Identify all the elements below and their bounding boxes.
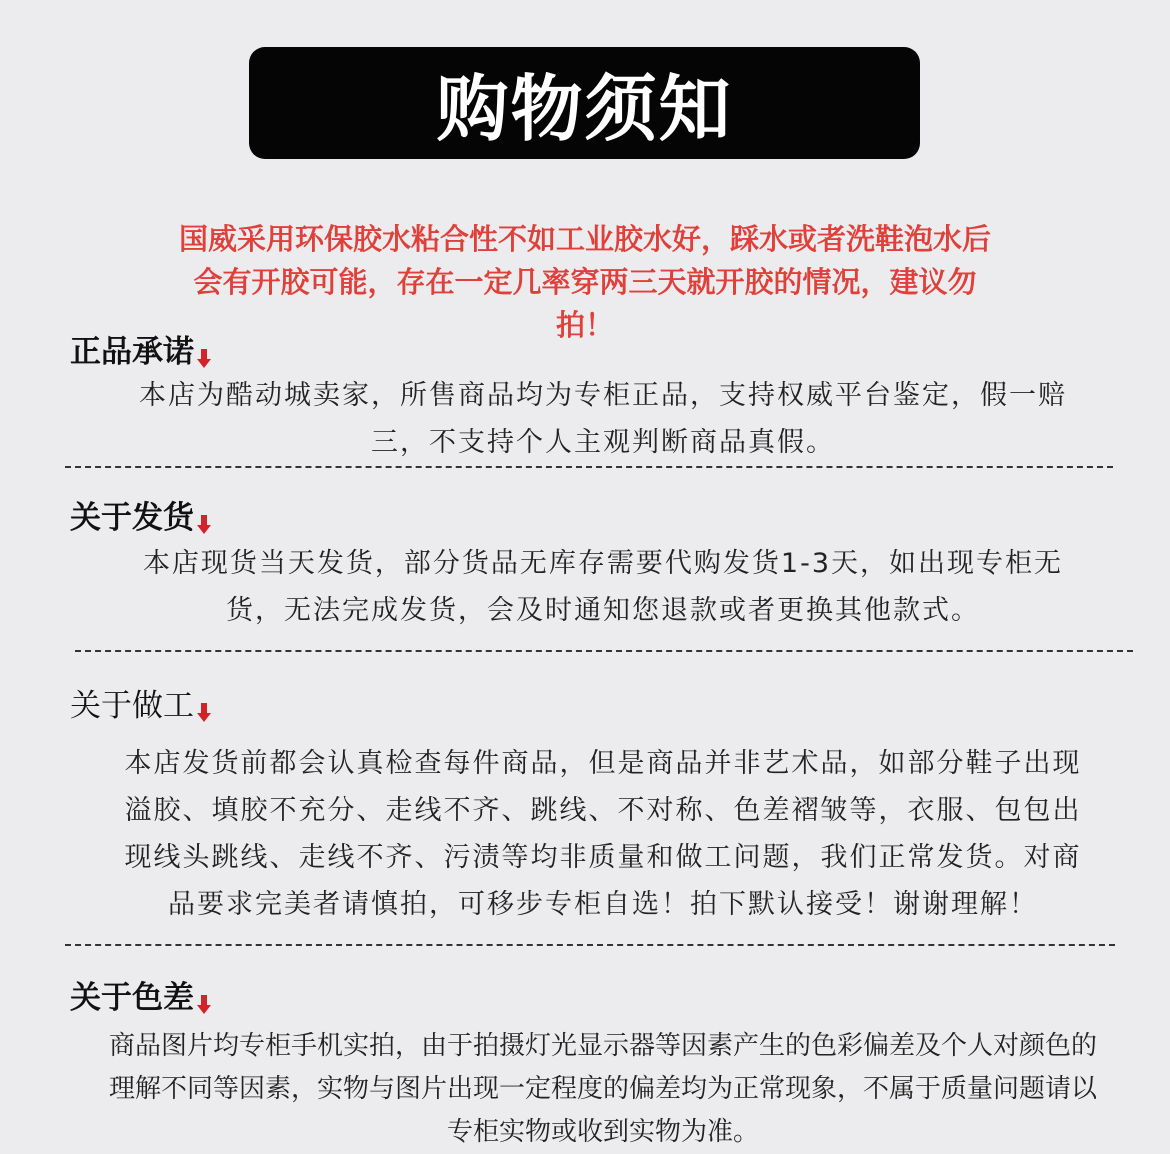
section-title-text: 关于做工 — [70, 688, 194, 724]
section-line: 商品图片均专柜手机实拍，由于拍摄灯光显示器等因素产生的色彩偏差及个人对颜色的 — [108, 1031, 1097, 1061]
warning-notice — [150, 218, 1020, 347]
section-body-color-difference — [70, 1025, 1136, 1154]
down-arrow-icon — [196, 701, 212, 723]
section-line: 本店现货当天发货，部分货品无库存需要代购发货1-3天，如出现专柜无 — [142, 548, 1064, 579]
section-line: 品要求完美者请慎拍，可移步专柜自选！拍下默认接受！谢谢理解！ — [168, 889, 1038, 920]
section-line: 本店为酷动城卖家，所售商品均为专柜正品，支持权威平台鉴定，假一赔 — [139, 380, 1067, 411]
dashed-divider — [65, 466, 1113, 468]
section-line: 本店发货前都会认真检查每件商品，但是商品并非艺术品，如部分鞋子出现 — [124, 748, 1082, 779]
section-title-shipping — [70, 492, 212, 537]
page-title: 购物须知 — [436, 67, 733, 151]
section-line: 理解不同等因素，实物与图片出现一定程度的偏差均为正常现象，不属于质量问题请以 — [108, 1074, 1097, 1104]
down-arrow-icon — [196, 347, 212, 369]
section-body-workmanship — [70, 740, 1136, 928]
down-arrow-icon — [196, 993, 212, 1015]
section-title-text: 关于发货 — [70, 500, 194, 536]
section-line: 现线头跳线、走线不齐、污渍等均非质量和做工问题，我们正常发货。对商 — [124, 842, 1082, 873]
warning-line: 会有开胶可能，存在一定几率穿两三天就开胶的情况，建议勿 — [193, 265, 977, 299]
title-banner — [249, 47, 920, 159]
section-line: 专柜实物或收到实物为准。 — [446, 1117, 759, 1147]
section-title-authentic — [70, 326, 212, 371]
warning-line: 国威采用环保胶水粘合性不如工业胶水好，踩水或者洗鞋泡水后 — [178, 222, 991, 256]
section-body-authentic — [70, 372, 1136, 466]
warning-line: 拍！ — [555, 308, 614, 342]
section-title-workmanship — [70, 680, 212, 725]
section-title-text: 正品承诺 — [70, 334, 194, 370]
down-arrow-icon — [196, 513, 212, 535]
section-line: 溢胶、填胶不充分、走线不齐、跳线、不对称、色差褶皱等，衣服、包包出 — [124, 795, 1082, 826]
dashed-divider — [75, 650, 1133, 652]
section-body-shipping — [70, 540, 1136, 634]
section-line: 货，无法完成发货，会及时通知您退款或者更换其他款式。 — [226, 595, 980, 626]
section-title-color-difference — [70, 972, 212, 1017]
section-line: 三，不支持个人主观判断商品真假。 — [371, 427, 835, 458]
section-title-text: 关于色差 — [70, 980, 194, 1016]
dashed-divider — [65, 944, 1115, 946]
